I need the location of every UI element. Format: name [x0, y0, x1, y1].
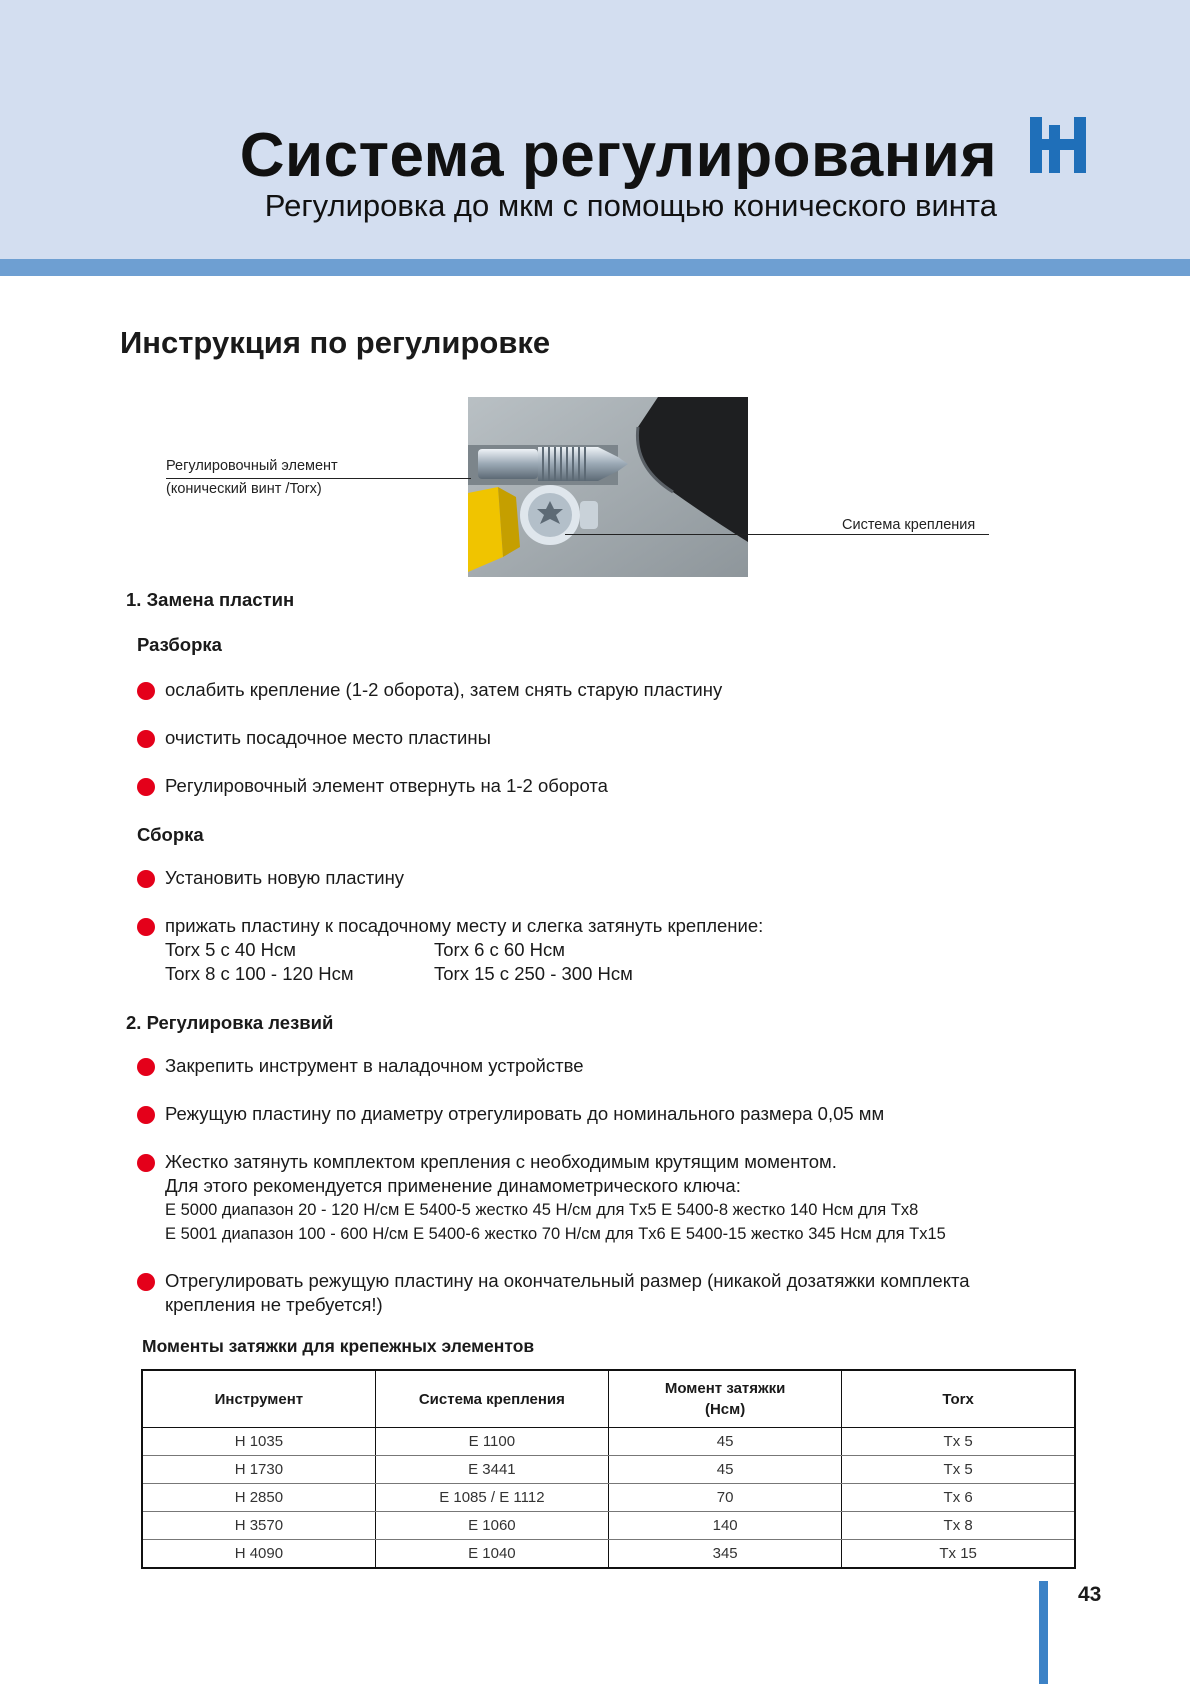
bullet-dot	[137, 1058, 155, 1076]
callout-line-right	[565, 534, 989, 535]
cell-torque: 45	[609, 1428, 842, 1456]
table-row	[142, 1456, 1075, 1484]
col-header-tool: Инструмент	[142, 1370, 375, 1428]
col-header-torque-unit: (Нсм)	[704, 1401, 746, 1418]
bullet-dot	[137, 1106, 155, 1124]
adjust-step-3: Жестко затянуть комплектом крепления с необходимым крутящим моментом.	[165, 1151, 837, 1172]
assembly-step-2: прижать пластину к посадочному месту и слегка затянуть крепление:	[165, 915, 764, 936]
torque-table	[141, 1369, 1076, 1569]
page-title: Система регулирования	[239, 121, 997, 190]
cell-tool: H 3570	[142, 1512, 375, 1540]
callout-adjusting-element: Регулировочный элемент	[166, 458, 338, 474]
cell-torque: 140	[609, 1512, 842, 1540]
table-title: Моменты затяжки для крепежных элементов	[142, 1336, 535, 1356]
callout-line-left	[166, 478, 471, 479]
assembly-step-1: Установить новую пластину	[165, 867, 405, 888]
bullet-dot	[137, 730, 155, 748]
section-heading: Инструкция по регулировке	[120, 325, 551, 360]
cell-torx: Tx 8	[842, 1512, 1075, 1540]
disassembly-step-1: ослабить крепление (1-2 оборота), затем снять старую пластину	[165, 679, 723, 700]
cell-clamping: E 1085 / E 1112	[375, 1484, 608, 1512]
adjust-step-4: Отрегулировать режущую пластину на окончательный размер (никакой дозатяжки комплекта	[165, 1270, 970, 1291]
cell-tool: H 1730	[142, 1456, 375, 1484]
bullet-dot	[137, 1273, 155, 1291]
page-marker-bar	[1039, 1581, 1048, 1684]
col-header-torque-label: Момент затяжки	[664, 1380, 786, 1397]
table-row	[142, 1484, 1075, 1512]
torx-spec: Torx 6 с 60 Нсм	[434, 939, 565, 960]
torx-spec: Torx 8 с 100 - 120 Нсм	[165, 963, 354, 984]
page-subtitle: Регулировка до мкм с помощью конического винта	[264, 188, 997, 223]
adjust-step-4-cont: крепления не требуется!)	[165, 1294, 383, 1315]
table-row	[142, 1512, 1075, 1540]
bullet-dot	[137, 870, 155, 888]
cell-clamping: E 1100	[375, 1428, 608, 1456]
wrench-spec-2: E 5001 диапазон 100 - 600 Н/см E 5400-6 жестко 70 Н/см для Tx6 E 5400-15 жестко 345 Нсм для Tx15	[165, 1225, 946, 1243]
cell-torx: Tx 15	[939, 1545, 977, 1562]
col-header-torx: Torx	[842, 1370, 1075, 1428]
hh-brand-logo-icon	[1030, 117, 1086, 173]
table-header-row	[142, 1370, 1075, 1428]
wrench-spec-1: E 5000 диапазон 20 - 120 Н/см E 5400-5 жестко 45 Н/см для Tx5 E 5400-8 жестко 140 Нсм для Tx8	[165, 1201, 919, 1219]
cell-torque: 70	[609, 1484, 842, 1512]
tool-head-illustration	[468, 397, 748, 577]
bullet-dot	[137, 1154, 155, 1172]
col-header-torque	[609, 1370, 842, 1428]
step1-title: 1. Замена пластин	[126, 589, 295, 610]
cell-clamping: E 1060	[375, 1512, 608, 1540]
callout-adjusting-element-detail: (конический винт /Torx)	[166, 481, 322, 497]
adjust-step-1: Закрепить инструмент в наладочном устройстве	[165, 1055, 584, 1076]
bullet-dot	[137, 682, 155, 700]
table-row	[142, 1428, 1075, 1456]
torx-spec: Torx 5 с 40 Нсм	[165, 939, 296, 960]
assembly-title: Сборка	[137, 824, 204, 845]
page-number: 43	[1078, 1583, 1102, 1606]
cell-tool: H 4090	[142, 1540, 375, 1569]
bullet-dot	[137, 918, 155, 936]
cell-torque: 45	[609, 1456, 842, 1484]
adjust-step-2: Режущую пластину по диаметру отрегулировать до номинального размера 0,05 мм	[165, 1103, 885, 1124]
adjust-step-3-note: Для этого рекомендуется применение динамометрического ключа:	[165, 1175, 741, 1196]
cell-tool: H 2850	[142, 1484, 375, 1512]
cell-torque: 345	[609, 1540, 842, 1569]
disassembly-step-2: очистить посадочное место пластины	[165, 727, 491, 748]
bullet-dot	[137, 778, 155, 796]
col-header-clamping: Система крепления	[375, 1370, 608, 1428]
step2-title: 2. Регулировка лезвий	[126, 1012, 334, 1033]
cell-clamping: E 3441	[375, 1456, 608, 1484]
table-row	[142, 1540, 1075, 1569]
header-accent-bar	[0, 259, 1190, 276]
cell-torx: Tx 5	[842, 1456, 1075, 1484]
callout-clamping-system: Система крепления	[842, 517, 976, 533]
cell-clamping: E 1040	[375, 1540, 608, 1569]
disassembly-step-3: Регулировочный элемент отвернуть на 1-2 оборота	[165, 775, 608, 796]
cell-torx: Tx 6	[842, 1484, 1075, 1512]
cell-tool: H 1035	[142, 1428, 375, 1456]
cell-torx: Tx 5	[842, 1428, 1075, 1456]
disassembly-title: Разборка	[137, 634, 222, 655]
torx-spec: Torx 15 с 250 - 300 Нсм	[434, 963, 633, 984]
